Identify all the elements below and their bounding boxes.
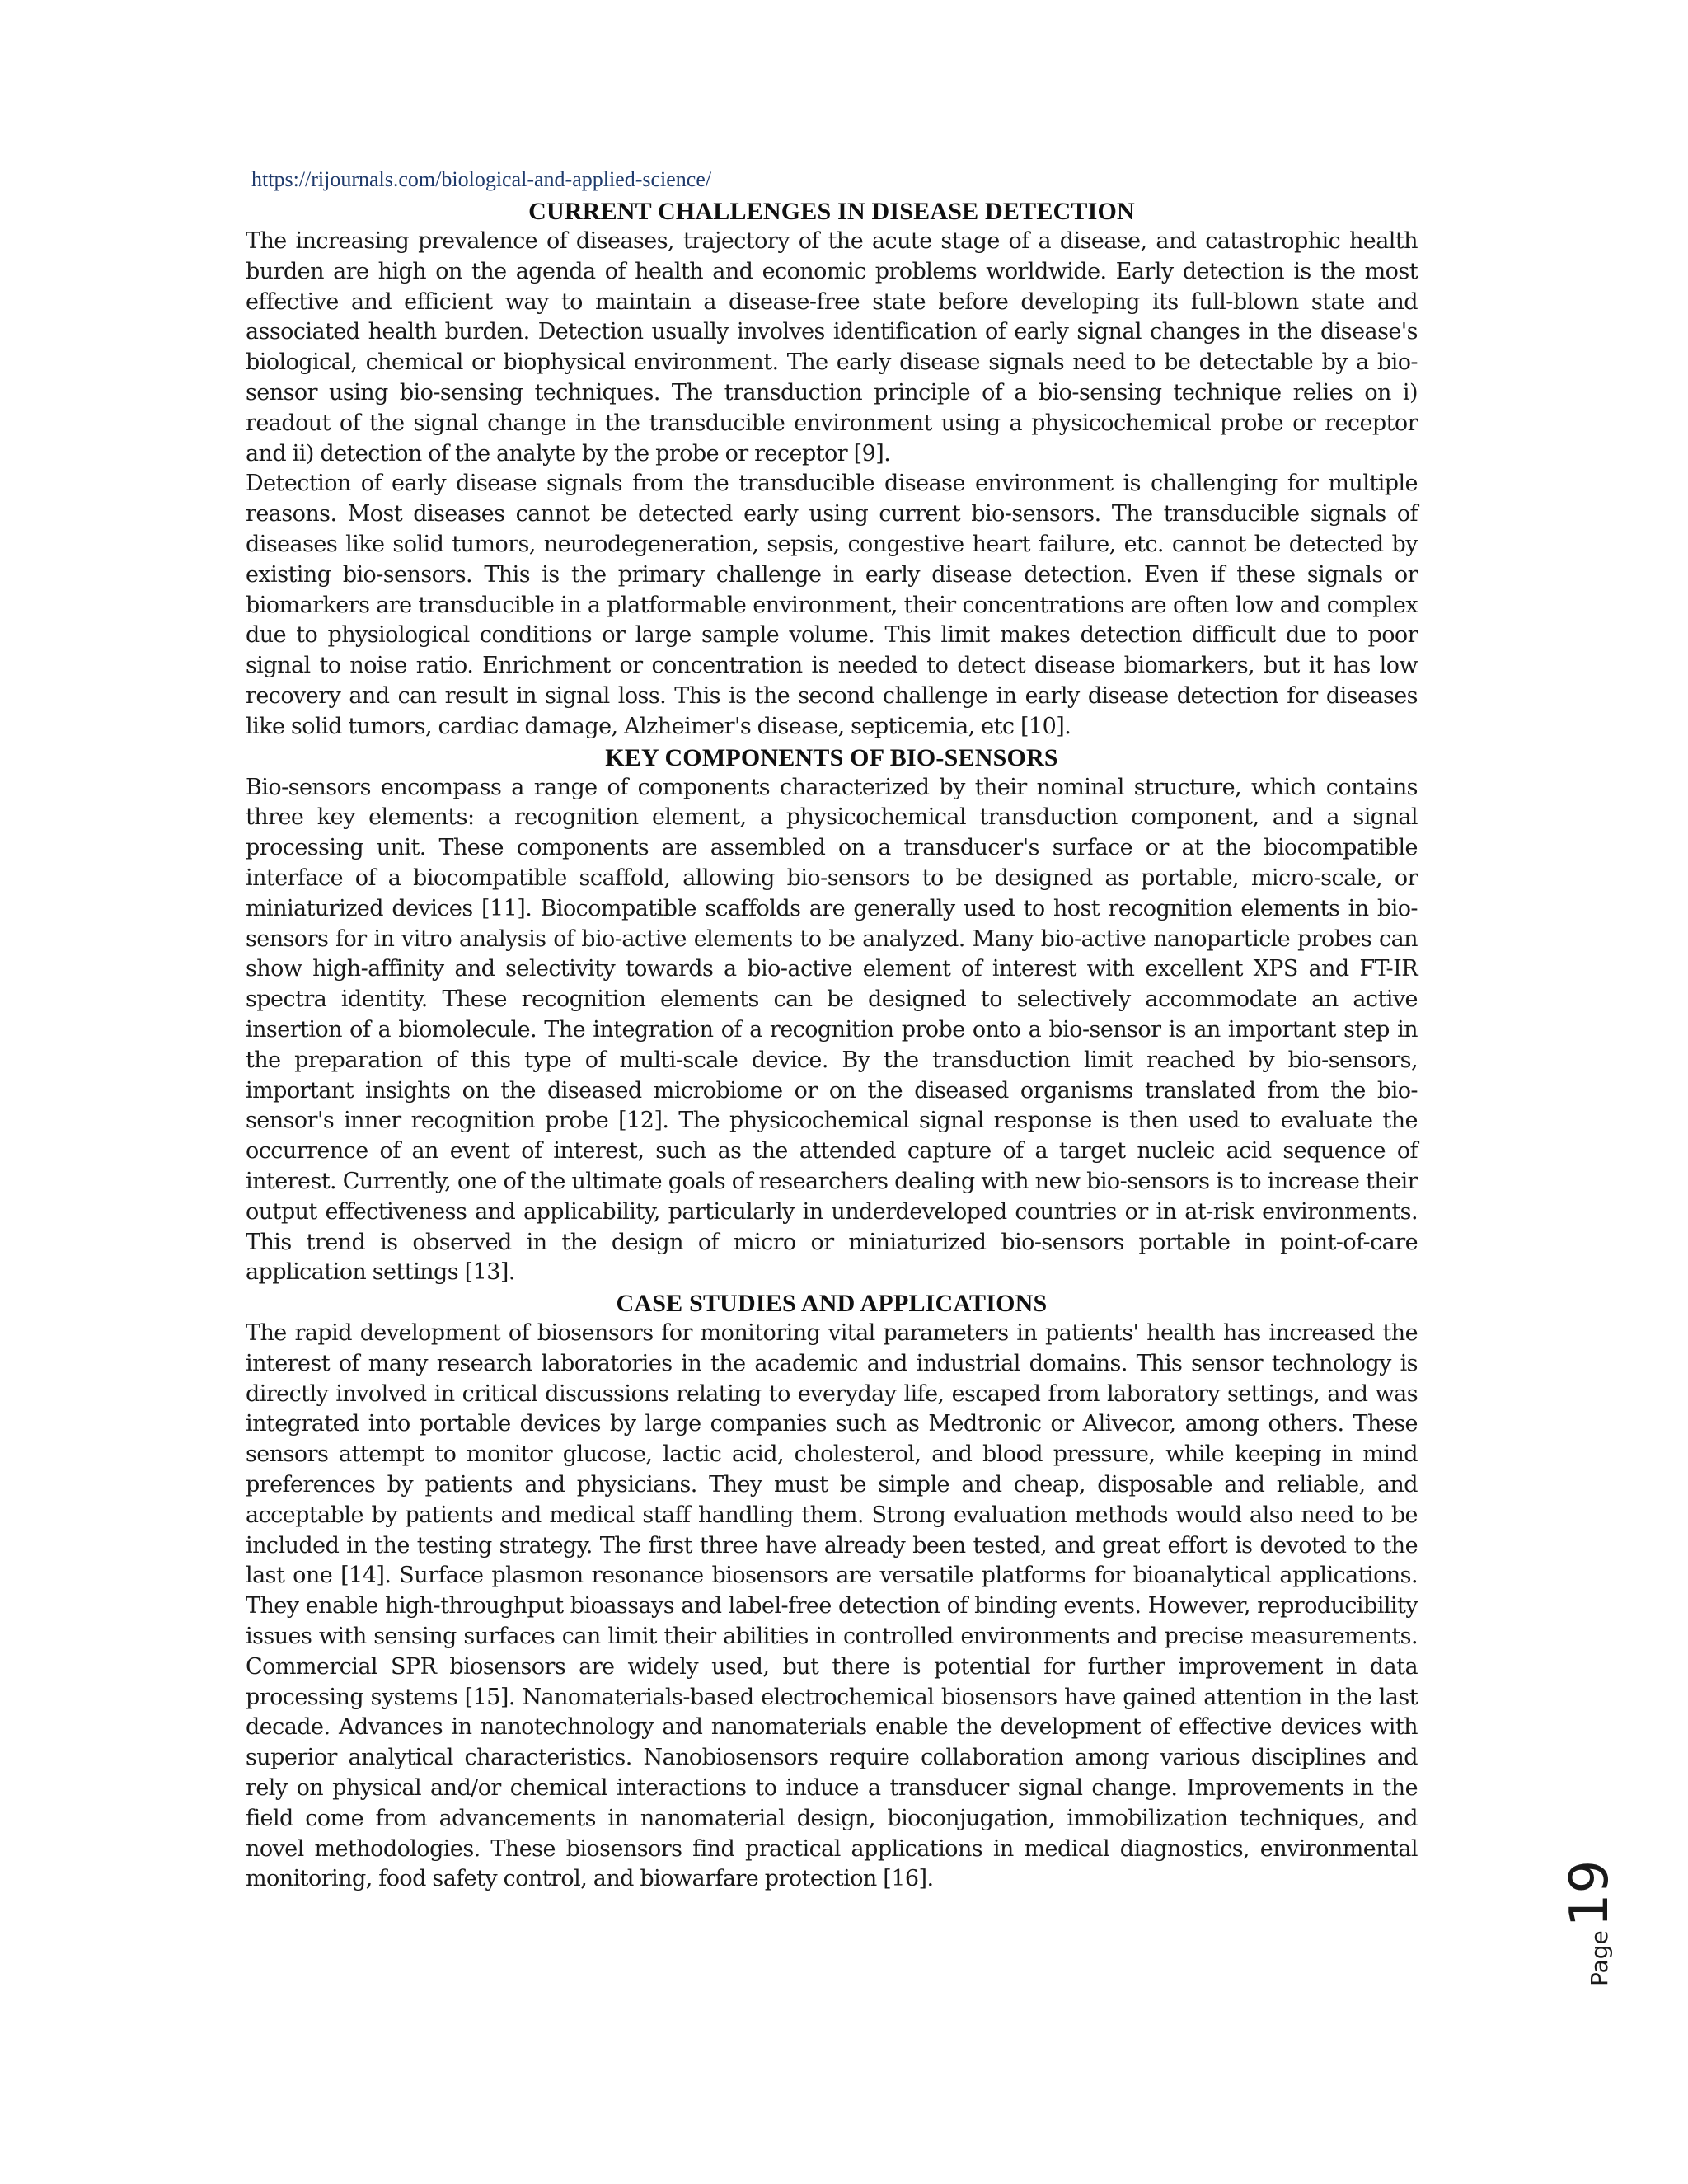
page-word: Page	[1586, 1930, 1613, 1986]
section-title-current-challenges: CURRENT CHALLENGES IN DISEASE DETECTION	[528, 198, 1135, 225]
paragraph-key-components-1: Bio-sensors encompass a range of components characterized by their nominal structure, which contains three key elements: a recognition element, a physicochemical transduction component, and a signal processing unit. These components are assembled on a transducer's surface or at the biocompatible interface of a biocompatible scaffold, allowing bio-sensors to be designed as portable, micro-scale, or miniaturized devices [11]. Biocompatible scaffolds are generally used to host recognition elements in bio-sensors for in vitro analysis of bio-active elements to be analyzed. Many bio-active nanoparticle probes can show high-affinity and selectivity towards a bio-active element of interest with excellent XPS and FT-IR spectra identity. These recognition elements can be designed to selectively accommodate an active insertion of a biomolecule. The integration of a recognition probe onto a bio-sensor is an important step in the preparation of this type of multi-scale device. By the transduction limit reached by bio-sensors, important insights on the diseased microbiome or on the diseased organisms translated from the bio-sensor's inner recognition probe [12]. The physicochemical signal response is then used to evaluate the occurrence of an event of interest, such as the attended capture of a target nucleic acid sequence of interest. Currently, one of the ultimate goals of researchers dealing with new bio-sensors is to increase their output effectiveness and applicability, particularly in underdeveloped countries or in at-risk environments. This trend is observed in the design of micro or miniaturized bio-sensors portable in point-of-care application settings [13].	[246, 774, 1418, 1286]
paragraph-current-challenges-2: Detection of early disease signals from the transducible disease environment is challenging for multiple reasons. Most diseases cannot be detected early using current bio-sensors. The transducible signals of diseases like solid tumors, neurodegeneration, sepsis, congestive heart failure, etc. cannot be detected by existing bio-sensors. This is the primary challenge in early disease detection. Even if these signals or biomarkers are transducible in a platformable environment, their concentrations are often low and complex due to physiological conditions or large sample volume. This limit makes detection difficult due to poor signal to noise ratio. Enrichment or concentration is needed to detect disease biomarkers, but it has low recovery and can result in signal loss. This is the second challenge in early disease detection for diseases like solid tumors, cardiac damage, Alzheimer's disease, septicemia, etc [10].	[246, 471, 1418, 739]
journal-url-link[interactable]: https://rijournals.com/biological-and-applied-science/	[251, 167, 712, 191]
section-title-key-components: KEY COMPONENTS OF BIO-SENSORS	[605, 743, 1058, 771]
article-body	[246, 196, 1418, 1895]
paragraph-current-challenges-1: The increasing prevalence of diseases, trajectory of the acute stage of a disease, and catastrophic health burden are high on the agenda of health and economic problems worldwide. Early detection is the most effective and efficient way to maintain a disease-free state before developing its full-blown state and associated health burden. Detection usually involves identification of early signal changes in the disease's biological, chemical or biophysical environment. The early disease signals need to be detectable by a bio-sensor using bio-sensing techniques. The transduction principle of a bio-sensing technique relies on i) readout of the signal change in the transducible environment using a physicochemical probe or receptor and ii) detection of the analyte by the probe or receptor [9].	[246, 228, 1418, 466]
section-title-case-studies: CASE STUDIES AND APPLICATIONS	[616, 1290, 1048, 1318]
page-number: 19	[1559, 1859, 1620, 1928]
paragraph-case-studies-1: The rapid development of biosensors for monitoring vital parameters in patients' health has increased the interest of many research laboratories in the academic and industrial domains. This sensor technology is directly involved in critical discussions relating to everyday life, escaped from laboratory settings, and was integrated into portable devices by large companies such as Medtronic or Alivecor, among others. These sensors attempt to monitor glucose, lactic acid, cholesterol, and blood pressure, while keeping in mind preferences by patients and physicians. They must be simple and cheap, disposable and reliable, and acceptable by patients and medical staff handling them. Strong evaluation methods would also need to be included in the testing strategy. The first three have already been tested, and great effort is devoted to the last one [14]. Surface plasmon resonance biosensors are versatile platforms for bioanalytical applications. They enable high-throughput bioassays and label-free detection of binding events. However, reproducibility issues with sensing surfaces can limit their abilities in controlled environments and precise measurements. Commercial SPR biosensors are widely used, but there is potential for further improvement in data processing systems [15]. Nanomaterials-based electrochemical biosensors have gained attention in the last decade. Advances in nanotechnology and nanomaterials enable the development of effective devices with superior analytical characteristics. Nanobiosensors require collaboration among various disciplines and rely on physical and/or chemical interactions to induce a transducer signal change. Improvements in the field come from advancements in nanomaterial design, bioconjugation, immobilization techniques, and novel methodologies. These biosensors find practical applications in medical diagnostics, environmental monitoring, food safety control, and biowarfare protection [16].	[246, 1320, 1418, 1892]
page-number-label	[1510, 1813, 1620, 1986]
